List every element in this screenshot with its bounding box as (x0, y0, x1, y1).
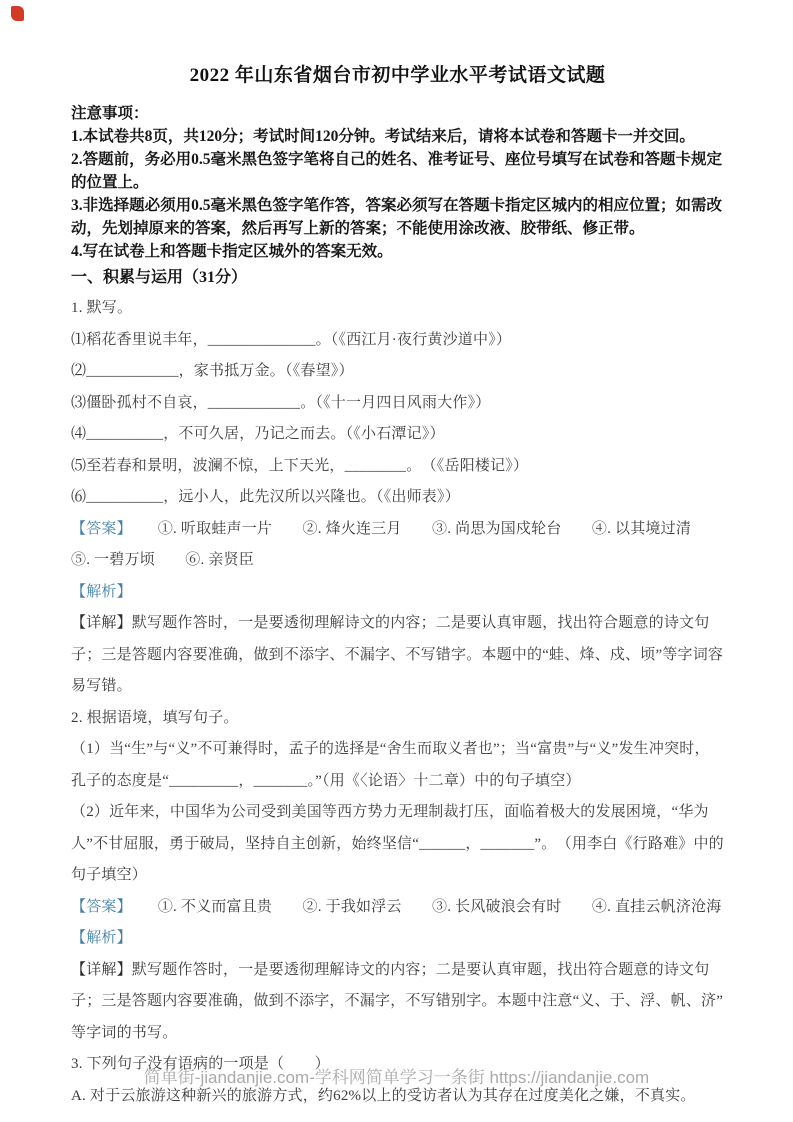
q3-option-a: A. 对于云旅游这种新兴的旅游方式，约62%以上的受访者认为其存在过度美化之嫌，不真实。 (71, 1087, 696, 1104)
answer-label: 【答案】 (71, 898, 132, 915)
q2-answer-text: ①. 不义而富且贵 ②. 于我如浮云 ③. 长风破浪会有时 ④. 直挂云帆济沧海 (157, 898, 722, 915)
analysis-label: 【解析】 (71, 930, 132, 946)
notice-heading: 注意事项： (71, 105, 149, 122)
page-title: 2022 年山东省烟台市初中学业水平考试语文试题 (189, 65, 606, 86)
q2-detail-line (71, 955, 724, 1050)
q1-detail-line (71, 608, 724, 703)
q1-blank-line: ⑷__________，不可久居，乃记之而去。（《小石潭记》） (71, 426, 445, 442)
detail-label: 【详解】 (71, 961, 132, 978)
q1-stem: 1. 默写。 (71, 300, 133, 316)
analysis-label: 【解析】 (71, 583, 132, 600)
watermark-footer: 简单街-jiandanjie.com-学科网简单学习一条街 https://jiandanjie.com (143, 1068, 650, 1087)
q2-analysis-label-line (71, 923, 724, 955)
detail-label: 【详解】 (71, 615, 132, 631)
q3-stem: 3. 下列句子没有语病的一项是（ ） (71, 1056, 330, 1072)
q1-detail-text: 默写题作答时，一是要透彻理解诗文的内容；二是要认真审题，找出符合题意的诗文句子；三是答题内容要准确，做到不添字、不漏字、不写错字。本题中的“蛙、烽、戍、顷”等字词容易写错。 (71, 615, 724, 694)
answer-label: 【答案】 (71, 520, 132, 537)
notice-item: 3.非选择题必须用0.5毫米黑色签字笔作答，答案必须写在答题卡指定区城内的相应位置；如需改动，先划掉原来的答案，然后再写上新的答案；不能使用涂改液、胶带纸、修正带。 (71, 197, 723, 237)
questions-block (71, 293, 724, 1112)
q1-answer-text: ①. 听取蛙声一片 ②. 烽火连三月 ③. 尚思为国戍轮台 ④. 以其境过清 ⑤. 一碧万顷 ⑥. 亲贤臣 (71, 520, 722, 568)
q2-stem: 2. 根据语境，填写句子。 (71, 709, 239, 726)
notice-item: 2.答题前，务必用0.5毫米黑色签字笔将自己的姓名、准考证号、座位号填写在试卷和答题卡规定的位置上。 (71, 151, 723, 191)
notice-block (71, 102, 724, 263)
q1-blank-line: ⑵____________，家书抵万金。（《春望》） (71, 363, 354, 379)
q1-blank-line: ⑹__________，远小人，此先汉所以兴隆也。（《出师表》） (71, 489, 460, 505)
q2-part: （1）当“生”与“义”不可兼得时，孟子的选择是“舍生而取义者也”；当“富贵”与“义”发生冲突时，孔子的态度是“_________，_______。”（用《〈论语〉十二章）中的句子填空） (71, 741, 710, 789)
q1-blank-line: ⑴稻花香里说丰年，______________。（《西江月·夜行黄沙道中》） (71, 331, 512, 348)
section-one-heading: 一、积累与运用（31分） (71, 269, 248, 286)
q2-part: （2）近年来，中国华为公司受到美国等西方势力无理制裁打压，面临着极大的发展困境，“华为人”不甘屈服，勇于破局，坚持自主创新，始终坚信“______，_______”。 （用李白《行路难》中的句子填空） (71, 804, 724, 883)
q1-analysis-label-line (71, 577, 724, 609)
notice-item: 4.写在试卷上和答题卡指定区城外的答案无效。 (71, 243, 393, 260)
notice-item: 1.本试卷共8页，共120分；考试时间120分钟。考试结来后，请将本试卷和答题卡一并交回。 (71, 128, 695, 145)
q2-detail-text: 默写题作答时，一是要透彻理解诗文的内容；二是要认真审题，找出符合题意的诗文句子；三是答题内容要准确，做到不添字，不漏字，不写错别字。本题中注意“义、于、浮、帆、济”等字词的书写。 (71, 961, 724, 1041)
q1-blank-line: ⑸至若春和景明，波澜不惊，上下天光，________。 （《岳阳楼记》） (71, 457, 529, 474)
red-corner-mark-icon (11, 6, 24, 21)
q2-answer-line (71, 892, 724, 924)
q1-blank-line: ⑶僵卧孤村不自哀，____________。（《十一月四日风雨大作》） (71, 394, 491, 411)
q1-answer-line (71, 514, 724, 577)
